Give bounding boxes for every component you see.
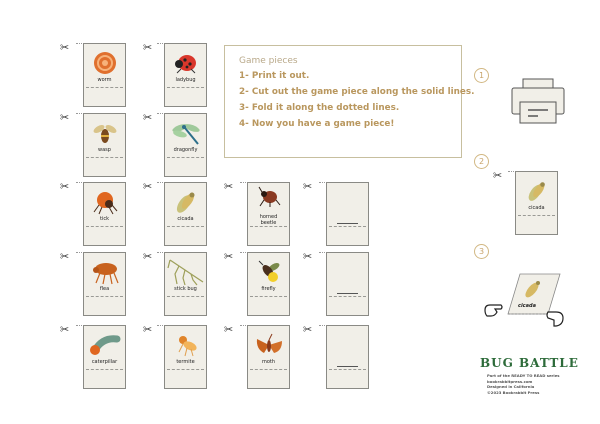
- stick-bug-icon: [165, 258, 206, 286]
- fold-line: [250, 226, 287, 227]
- cut-guide: [319, 325, 325, 327]
- scissors-icon: ✂: [60, 180, 70, 193]
- brand-title: BUG BATTLE: [480, 356, 579, 370]
- credit-line: Designed in California: [487, 384, 535, 389]
- fold-line: [329, 296, 366, 297]
- flea-icon: [84, 258, 125, 286]
- scissors-icon: ✂: [60, 111, 70, 124]
- game-piece-stick-bug: [164, 252, 207, 316]
- cut-guide: [76, 113, 82, 115]
- worm-icon: [84, 49, 125, 77]
- fold-line: [329, 226, 366, 227]
- cut-guide: [508, 171, 514, 173]
- game-piece-wasp: [83, 113, 126, 177]
- cut-guide: [76, 182, 82, 184]
- card-label: tick: [100, 216, 109, 222]
- game-piece-cicada: [164, 182, 207, 246]
- cut-guide: [240, 182, 246, 184]
- instructions-panel: [224, 45, 475, 158]
- scissors-icon: ✂: [143, 180, 153, 193]
- card-label: flea: [99, 286, 110, 292]
- cut-guide: [157, 252, 163, 254]
- cut-guide: [76, 325, 82, 327]
- card-label: caterpillar: [91, 359, 118, 365]
- cut-guide: [76, 252, 82, 254]
- fold-line: [167, 296, 204, 297]
- cut-guide: [157, 325, 163, 327]
- moth-icon: [248, 331, 289, 359]
- card-label: termite: [176, 359, 195, 365]
- card-label: cicada: [528, 205, 545, 211]
- scissors-icon: ✂: [143, 323, 153, 336]
- scissors-icon: ✂: [224, 180, 234, 193]
- cut-guide: [157, 113, 163, 115]
- scissors-icon: ✂: [60, 250, 70, 263]
- game-piece-moth: [247, 325, 290, 389]
- card-label: ladybug: [175, 77, 196, 83]
- ladybug-icon: [165, 49, 206, 77]
- example-game-piece: [515, 171, 558, 235]
- game-piece-ladybug: [164, 43, 207, 107]
- cut-guide: [319, 252, 325, 254]
- game-piece-caterpillar: [83, 325, 126, 389]
- fold-line: [167, 87, 204, 88]
- game-piece-tick: [83, 182, 126, 246]
- tick-icon: [84, 188, 125, 216]
- right-hand-icon: [546, 308, 566, 332]
- fold-line: [167, 226, 204, 227]
- instruction-step: 4- Now you have a game piece!: [239, 119, 395, 129]
- cut-guide: [240, 325, 246, 327]
- game-piece-worm: [83, 43, 126, 107]
- step-number-3: 3: [474, 244, 489, 259]
- credits: [487, 373, 560, 395]
- fold-line: [167, 157, 204, 158]
- beetle-icon: [248, 185, 289, 209]
- instructions-title: Game pieces: [239, 56, 298, 66]
- left-hand-icon: [483, 302, 505, 322]
- fold-line: [167, 369, 204, 370]
- card-label: horned beetle: [259, 214, 278, 226]
- step-number-1: 1: [474, 68, 489, 83]
- scissors-icon: ✂: [303, 180, 313, 193]
- credit-line: Part of the READY TO READ series: [487, 373, 560, 378]
- fold-line: [86, 369, 123, 370]
- printer-icon: [511, 78, 565, 128]
- fold-line: [250, 369, 287, 370]
- card-label: cicada: [177, 216, 194, 222]
- game-piece-termite: [164, 325, 207, 389]
- folded-card-label: cicada: [518, 303, 536, 309]
- game-piece-blank: [326, 182, 369, 246]
- write-in-line: [337, 366, 358, 367]
- game-piece-firefly: [247, 252, 290, 316]
- scissors-icon: ✂: [143, 41, 153, 54]
- dragonfly-icon: [165, 119, 206, 147]
- scissors-icon: ✂: [224, 250, 234, 263]
- termite-icon: [165, 331, 206, 359]
- write-in-line: [337, 293, 358, 294]
- scissors-icon: ✂: [493, 169, 503, 182]
- game-piece-blank: [326, 252, 369, 316]
- cut-guide: [240, 252, 246, 254]
- credit-line: bookrabbitpress.com: [487, 378, 533, 384]
- game-piece-flea: [83, 252, 126, 316]
- scissors-icon: ✂: [60, 323, 70, 336]
- step-number-2: 2: [474, 154, 489, 169]
- instruction-step: 3- Fold it along the dotted lines.: [239, 103, 400, 113]
- cicada-icon: [165, 188, 206, 216]
- wasp-icon: [84, 119, 125, 147]
- cut-guide: [157, 182, 163, 184]
- instruction-step: 1- Print it out.: [239, 71, 310, 81]
- card-label: moth: [261, 359, 276, 365]
- card-label: wasp: [98, 147, 111, 153]
- fold-line: [518, 215, 555, 216]
- game-piece-horned-beetle: [247, 182, 290, 246]
- scissors-icon: ✂: [224, 323, 234, 336]
- write-in-line: [337, 223, 358, 224]
- caterpillar-icon: [84, 331, 125, 359]
- fold-line: [86, 296, 123, 297]
- game-piece-dragonfly: [164, 113, 207, 177]
- cut-guide: [157, 43, 163, 45]
- scissors-icon: ✂: [143, 250, 153, 263]
- card-label: firefly: [261, 286, 276, 292]
- fold-line: [86, 157, 123, 158]
- scissors-icon: ✂: [143, 111, 153, 124]
- card-label: stick bug: [174, 286, 197, 292]
- fold-line: [329, 369, 366, 370]
- scissors-icon: ✂: [303, 323, 313, 336]
- credit-line: ©2023 Bookrabbit Press: [487, 389, 540, 395]
- game-piece-blank: [326, 325, 369, 389]
- scissors-icon: ✂: [60, 41, 70, 54]
- cut-guide: [76, 43, 82, 45]
- card-label: dragonfly: [173, 147, 198, 153]
- scissors-icon: ✂: [303, 250, 313, 263]
- card-label: worm: [97, 77, 112, 83]
- cicada-icon: [516, 177, 557, 205]
- cut-guide: [319, 182, 325, 184]
- fold-line: [86, 87, 123, 88]
- instruction-step: 2- Cut out the game piece along the solid lines.: [239, 87, 475, 97]
- firefly-icon: [248, 258, 289, 286]
- fold-line: [250, 296, 287, 297]
- fold-line: [86, 226, 123, 227]
